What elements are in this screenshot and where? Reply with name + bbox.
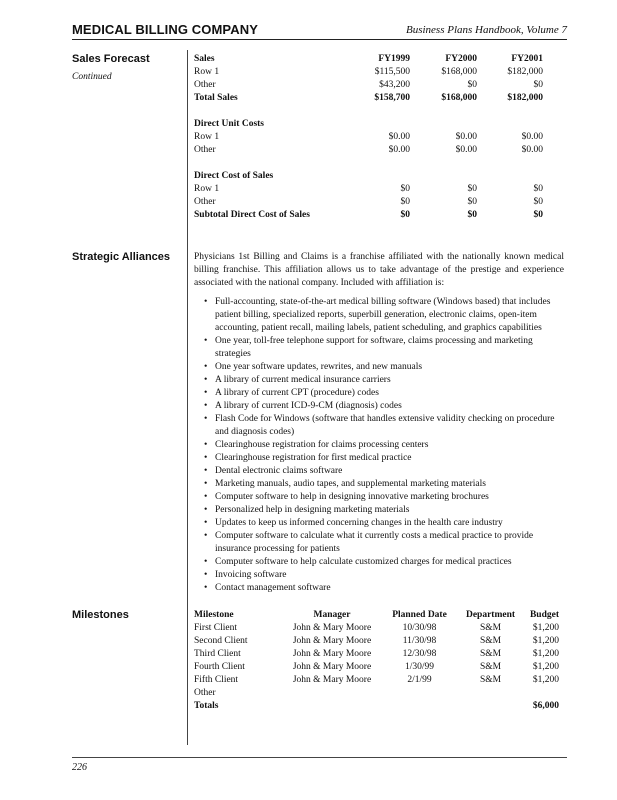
row-label: Subtotal Direct Cost of Sales: [194, 210, 310, 220]
cell-value: $0: [533, 184, 543, 194]
cell-value: $0: [467, 197, 477, 207]
totals-row: [194, 700, 559, 713]
list-item-text: Invoicing software: [215, 570, 287, 580]
list-item: [204, 296, 562, 335]
table-row: [194, 79, 543, 92]
bullet-icon: •: [204, 492, 208, 502]
column-header: Milestone: [194, 610, 234, 620]
budget-cell: $1,200: [532, 623, 559, 633]
department-cell: S&M: [479, 649, 502, 659]
cell-value: $43,200: [379, 80, 410, 90]
list-item: [204, 361, 562, 374]
section-label-row: [194, 170, 543, 183]
table-row: [194, 635, 559, 648]
row-label: Row 1: [194, 184, 220, 194]
milestone-cell: Second Client: [194, 636, 248, 646]
cell-value: $0: [400, 197, 410, 207]
table-row: [194, 674, 559, 687]
table-row: [194, 66, 543, 79]
date-cell: 11/30/98: [402, 636, 437, 646]
manager-cell: John & Mary Moore: [292, 636, 372, 646]
cell-value: $0: [533, 80, 543, 90]
bullet-icon: •: [204, 557, 208, 567]
list-item-text: Computer software to calculate what it currently costs a medical practice to provide insurance processing for patients: [215, 531, 534, 554]
cell-value: $0.00: [521, 132, 543, 142]
list-item: [204, 569, 562, 582]
column-header: FY2001: [511, 54, 543, 64]
list-item: [204, 387, 562, 400]
header-title: MEDICAL BILLING COMPANY: [72, 22, 258, 37]
direct-unit-costs-label: Direct Unit Costs: [194, 119, 265, 129]
milestones-heading: Milestones: [72, 609, 129, 621]
list-item-text: Clearinghouse registration for claims processing centers: [215, 440, 429, 450]
budget-cell: $1,200: [532, 636, 559, 646]
list-item: [204, 556, 562, 569]
table-row: [194, 687, 559, 700]
milestone-cell: Fifth Client: [194, 675, 239, 685]
list-item-text: Dental electronic claims software: [215, 466, 343, 476]
department-cell: S&M: [479, 623, 502, 633]
cell-value: $0.00: [388, 132, 410, 142]
list-item: [204, 530, 562, 556]
cell-value: $0: [467, 210, 477, 220]
total-row: [194, 92, 543, 105]
date-cell: 10/30/98: [402, 623, 437, 633]
department-cell: S&M: [479, 675, 502, 685]
bullet-icon: •: [204, 518, 208, 528]
table-header-row: [194, 53, 543, 66]
column-header: Sales: [194, 54, 215, 64]
list-item: [204, 504, 562, 517]
column-header: FY1999: [378, 54, 410, 64]
footer-rule: [72, 757, 567, 758]
manager-cell: John & Mary Moore: [292, 662, 372, 672]
cell-value: $0: [467, 80, 477, 90]
bullet-icon: •: [204, 362, 208, 372]
row-label: Other: [194, 145, 216, 155]
date-cell: [382, 687, 457, 700]
row-label: Other: [194, 197, 216, 207]
row-label: Other: [194, 80, 216, 90]
bullet-icon: •: [204, 297, 208, 307]
manager-cell: John & Mary Moore: [292, 675, 372, 685]
department-cell: S&M: [479, 662, 502, 672]
milestone-cell: Fourth Client: [194, 662, 245, 672]
budget-cell: $1,200: [532, 662, 559, 672]
sales-forecast-heading: Sales Forecast: [72, 53, 150, 65]
strategic-alliances-paragraph: Physicians 1st Billing and Claims is a franchise affiliated with the nationally known medical billing franchise. This affiliation allows us to take advantage of the prestige and experience associated with the national company. Included with affiliation is:: [194, 252, 564, 288]
spacer-row: [194, 157, 543, 170]
milestone-cell: Third Client: [194, 649, 241, 659]
cell-value: $0.00: [455, 145, 477, 155]
list-item: [204, 452, 562, 465]
bullet-icon: •: [204, 453, 208, 463]
cell-value: $182,000: [507, 93, 543, 103]
department-cell: [457, 700, 524, 713]
table-row: [194, 131, 543, 144]
list-item: [204, 374, 562, 387]
header-publication: Business Plans Handbook, Volume 7: [405, 24, 567, 36]
alliance-benefits-list: [204, 296, 562, 595]
table-row: [194, 196, 543, 209]
budget-cell: $1,200: [532, 675, 559, 685]
cell-value: $168,000: [441, 67, 477, 77]
milestone-cell: Other: [194, 688, 216, 698]
table-row: [194, 661, 559, 674]
list-item-text: A library of current medical insurance carriers: [215, 375, 391, 385]
sales-forecast-table: [194, 53, 543, 222]
cell-value: $0.00: [521, 145, 543, 155]
bullet-icon: •: [204, 375, 208, 385]
bullet-icon: •: [204, 440, 208, 450]
list-item-text: Computer software to help calculate customized charges for medical practices: [215, 557, 512, 567]
date-cell: [382, 700, 457, 713]
list-item-text: Clearinghouse registration for first medical practice: [215, 453, 412, 463]
page-number: 226: [72, 762, 87, 773]
column-header: FY2000: [445, 54, 477, 64]
milestone-cell: First Client: [194, 623, 238, 633]
list-item: [204, 465, 562, 478]
list-item: [204, 491, 562, 504]
manager-cell: [282, 700, 382, 713]
budget-cell: $1,200: [532, 649, 559, 659]
list-item: [204, 335, 562, 361]
bullet-icon: •: [204, 388, 208, 398]
column-header: Department: [465, 610, 516, 620]
vertical-divider: [187, 50, 188, 745]
list-item: [204, 439, 562, 452]
list-item: [204, 413, 562, 439]
cell-value: $168,000: [441, 93, 477, 103]
bullet-icon: •: [204, 531, 208, 541]
date-cell: 2/1/99: [407, 675, 432, 685]
sales-forecast-continued: Continued: [72, 72, 112, 82]
row-label: Row 1: [194, 67, 220, 77]
date-cell: 12/30/98: [402, 649, 437, 659]
bullet-icon: •: [204, 570, 208, 580]
department-cell: [457, 687, 524, 700]
column-header: Manager: [313, 610, 351, 620]
direct-cost-of-sales-label: Direct Cost of Sales: [194, 171, 274, 181]
table-row: [194, 622, 559, 635]
cell-value: $182,000: [507, 67, 543, 77]
column-header: Planned Date: [392, 610, 447, 620]
bullet-icon: •: [204, 505, 208, 515]
table-header-row: [194, 609, 559, 622]
list-item-text: Computer software to help in designing innovative marketing brochures: [215, 492, 489, 502]
list-item-text: One year software updates, rewrites, and new manuals: [215, 362, 423, 372]
cell-value: $158,700: [374, 93, 410, 103]
list-item-text: A library of current CPT (procedure) codes: [215, 388, 379, 398]
column-header: Budget: [529, 610, 559, 620]
subtotal-row: [194, 209, 543, 222]
bullet-icon: •: [204, 336, 208, 346]
row-label: Total Sales: [194, 93, 238, 103]
cell-value: $0: [400, 184, 410, 194]
strategic-alliances-heading: Strategic Alliances: [72, 251, 171, 263]
list-item: [204, 478, 562, 491]
list-item-text: Updates to keep us informed concerning changes in the health care industry: [215, 518, 503, 528]
table-row: [194, 648, 559, 661]
cell-value: $0: [533, 197, 543, 207]
cell-value: $0: [400, 210, 410, 220]
list-item: [204, 400, 562, 413]
list-item: [204, 582, 562, 595]
table-row: [194, 144, 543, 157]
bullet-icon: •: [204, 414, 208, 424]
totals-budget: $6,000: [532, 701, 559, 711]
manager-cell: John & Mary Moore: [292, 649, 372, 659]
bullet-icon: •: [204, 466, 208, 476]
row-label: Row 1: [194, 132, 220, 142]
list-item-text: Personalized help in designing marketing materials: [215, 505, 410, 515]
bullet-icon: •: [204, 401, 208, 411]
list-item-text: Contact management software: [215, 583, 331, 593]
list-item-text: Full-accounting, state-of-the-art medical billing software (Windows based) that includes patient billing, specialized reports, superbill generation, electronic claims, open-item accounting, patient recall, mailing labels, patient scheduling, and graphics capabilities: [215, 297, 551, 333]
table-row: [194, 183, 543, 196]
bullet-icon: •: [204, 479, 208, 489]
header-rule: [72, 39, 567, 40]
date-cell: 1/30/99: [404, 662, 435, 672]
cell-value: $0: [467, 184, 477, 194]
totals-label: Totals: [194, 701, 219, 711]
cell-value: $0: [533, 210, 543, 220]
list-item-text: A library of current ICD-9-CM (diagnosis) codes: [215, 401, 402, 411]
section-label-row: [194, 118, 543, 131]
manager-cell: [282, 687, 382, 700]
bullet-icon: •: [204, 583, 208, 593]
list-item-text: Flash Code for Windows (software that handles extensive validity checking on procedure and diagnosis codes): [215, 414, 555, 437]
budget-cell: [524, 687, 559, 700]
list-item-text: One year, toll-free telephone support for software, claims processing and marketing strategies: [215, 336, 533, 359]
cell-value: $115,500: [374, 67, 410, 77]
cell-value: $0.00: [388, 145, 410, 155]
department-cell: S&M: [479, 636, 502, 646]
manager-cell: John & Mary Moore: [292, 623, 372, 633]
milestones-table: [194, 609, 559, 713]
cell-value: $0.00: [455, 132, 477, 142]
list-item: [204, 517, 562, 530]
list-item-text: Marketing manuals, audio tapes, and supplemental marketing materials: [215, 479, 486, 489]
spacer-row: [194, 105, 543, 118]
